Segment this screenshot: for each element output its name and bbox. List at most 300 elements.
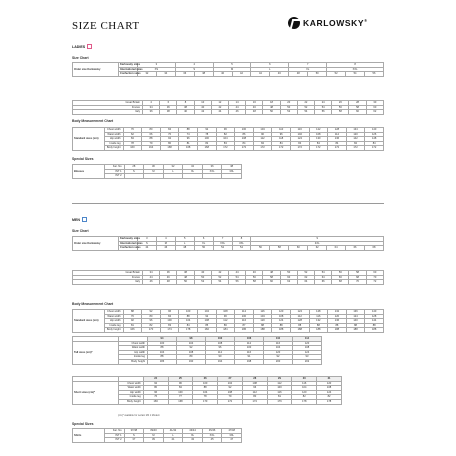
country-size-cell: 34 bbox=[143, 271, 160, 276]
short-size-cell: 92 bbox=[143, 381, 168, 386]
karlowsky-size-cell: 3 bbox=[137, 63, 175, 68]
body-measure-cell: 130 bbox=[309, 137, 328, 142]
short-size-cell: 77 bbox=[168, 395, 193, 400]
ladies-size-table bbox=[72, 62, 384, 77]
country-size-cell: 10 bbox=[194, 101, 211, 106]
karlowsky-size-cell: 5 bbox=[213, 63, 251, 68]
country-size-cell: 40 bbox=[194, 105, 211, 110]
confection-size-cell: 52 bbox=[327, 72, 346, 77]
karlowsky-size-cell: 7 bbox=[289, 63, 327, 68]
tall-size-confection-cell: 114 bbox=[293, 337, 322, 342]
row-label: Kar. No bbox=[105, 429, 125, 434]
country-size-cell: 30 bbox=[366, 101, 383, 106]
body-measure-cell: 96 bbox=[179, 137, 198, 142]
body-measure-cell: 62 bbox=[123, 132, 142, 137]
body-measure-cell: 134 bbox=[346, 128, 365, 133]
short-size-confection-cell: 30 bbox=[292, 377, 317, 382]
special-size-cell: L bbox=[163, 169, 183, 174]
short-size-cell: 82 bbox=[292, 395, 317, 400]
tall-size-cell: 88 bbox=[148, 346, 177, 351]
ladies-size-chart-label: Size Chart bbox=[72, 56, 89, 60]
body-measure-cell: 82 bbox=[142, 323, 161, 328]
row-label: Hip width bbox=[105, 137, 124, 142]
body-measure-cell: 84 bbox=[309, 141, 328, 146]
special-size-cell: 32 bbox=[163, 165, 183, 170]
men-size-chart-label: Size Chart bbox=[72, 229, 89, 233]
special-size-cell: 34 bbox=[183, 165, 203, 170]
tall-size-cell: 108 bbox=[293, 346, 322, 351]
row-label: Italy bbox=[73, 280, 143, 285]
special-size-cell: 43/44 bbox=[183, 429, 203, 434]
body-measure-cell: 88 bbox=[179, 314, 198, 319]
tall-size-cell: 200 bbox=[264, 359, 293, 364]
body-measure-cell: 88 bbox=[309, 323, 328, 328]
tall-size-cell: 89 bbox=[177, 355, 206, 360]
body-measure-cell: 178 bbox=[179, 328, 198, 333]
short-size-cell: 174 bbox=[242, 399, 267, 404]
body-measure-cell: 84 bbox=[346, 141, 365, 146]
ladies-body-measurement-label: Body Measurement Chart bbox=[72, 119, 114, 123]
body-measure-cell: 120 bbox=[272, 310, 291, 315]
body-measure-cell: 136 bbox=[328, 319, 347, 324]
body-measure-cell: 124 bbox=[346, 314, 365, 319]
international-size-cell: 4XL bbox=[251, 241, 384, 246]
country-size-cell: 38 bbox=[177, 105, 194, 110]
ladies-country-table bbox=[72, 100, 384, 115]
country-size-cell: 66 bbox=[332, 275, 349, 280]
confection-size-cell: 46 bbox=[156, 246, 175, 251]
body-measure-cell: 96 bbox=[216, 128, 235, 133]
country-size-cell: 70 bbox=[366, 275, 383, 280]
body-measure-cell: 188 bbox=[346, 328, 365, 333]
body-measure-cell: 168 bbox=[197, 146, 216, 151]
body-measure-cell: 188 bbox=[272, 328, 291, 333]
men-special-table bbox=[72, 428, 242, 443]
body-measure-cell: 79 bbox=[142, 141, 161, 146]
country-size-cell: 60 bbox=[349, 110, 366, 115]
tall-size-cell: 120 bbox=[293, 341, 322, 346]
body-measure-cell: 96 bbox=[216, 314, 235, 319]
row-label: Karlowsky sizes bbox=[120, 63, 141, 67]
tall-size-cell: 186 bbox=[148, 359, 177, 364]
special-size-cell: 3XL bbox=[222, 169, 242, 174]
short-size-confection-cell: 24 bbox=[143, 377, 168, 382]
country-size-cell: 48 bbox=[177, 275, 194, 280]
international-size-cell: XXL bbox=[213, 241, 232, 246]
body-measure-cell: 128 bbox=[328, 128, 347, 133]
short-size-cell: 168 bbox=[168, 399, 193, 404]
special-size-cell: 37/38 bbox=[124, 429, 144, 434]
row-label: INT 1 bbox=[105, 169, 125, 174]
body-measure-cell: 118 bbox=[272, 137, 291, 142]
country-size-cell: 40 bbox=[194, 271, 211, 276]
body-measure-cell: 174 bbox=[160, 328, 179, 333]
country-size-cell: 24 bbox=[315, 101, 332, 106]
body-measure-cell: 86 bbox=[235, 132, 254, 137]
short-size-cell: 100 bbox=[267, 386, 292, 391]
body-measure-cell: 108 bbox=[272, 314, 291, 319]
country-size-cell: 38 bbox=[160, 110, 177, 115]
short-size-cell: 124 bbox=[317, 390, 342, 395]
row-label: Chest width bbox=[119, 341, 148, 346]
body-measure-cell: 132 bbox=[328, 310, 347, 315]
short-size-confection-cell: 31 bbox=[317, 377, 342, 382]
confection-size-cell: 42 bbox=[232, 72, 251, 77]
country-size-cell: 52 bbox=[211, 275, 228, 280]
body-measure-cell: 116 bbox=[290, 128, 309, 133]
country-size-cell: 66 bbox=[315, 280, 332, 285]
country-size-cell: 58 bbox=[332, 110, 349, 115]
tall-size-confection-cell: 110 bbox=[264, 337, 293, 342]
special-size-cell: 39/40 bbox=[144, 429, 164, 434]
row-label: Waist width bbox=[119, 346, 148, 351]
availability-note: (cm)* available for certain M4 1 Modern bbox=[118, 414, 160, 417]
short-size-cell: 78 bbox=[193, 395, 218, 400]
tall-size-cell: 92 bbox=[177, 346, 206, 351]
confection-size-cell: 58 bbox=[270, 246, 289, 251]
confection-size-cell: 68 bbox=[364, 246, 383, 251]
row-label: Great Britain bbox=[73, 101, 143, 106]
body-measure-cell: 88 bbox=[365, 323, 384, 328]
country-size-cell: 48 bbox=[246, 110, 263, 115]
body-measure-cell: 132 bbox=[309, 319, 328, 324]
country-size-cell: 64 bbox=[315, 275, 332, 280]
country-size-cell: 12 bbox=[211, 101, 228, 106]
short-size-cell: 108 bbox=[218, 390, 243, 395]
country-size-cell: 52 bbox=[297, 271, 314, 276]
karlowsky-size-cell: 8 bbox=[327, 63, 384, 68]
row-label: Inside leg bbox=[119, 395, 144, 400]
country-size-cell: 58 bbox=[263, 275, 280, 280]
row-label: Inside leg bbox=[119, 355, 148, 360]
special-size-cell bbox=[144, 174, 164, 179]
country-size-cell: 56 bbox=[229, 280, 246, 285]
body-measure-cell: 92 bbox=[123, 319, 142, 324]
tall-size-cell: 202 bbox=[293, 359, 322, 364]
country-size-cell: 50 bbox=[280, 271, 297, 276]
country-size-cell: 28 bbox=[349, 101, 366, 106]
special-size-cell: 45 bbox=[202, 438, 222, 443]
short-size-cell: 176 bbox=[267, 399, 292, 404]
body-measure-cell: 88 bbox=[123, 310, 142, 315]
body-measure-cell: 184 bbox=[216, 328, 235, 333]
international-size-cell: S bbox=[175, 67, 213, 72]
confection-size-row bbox=[73, 72, 384, 77]
body-measure-cell: 170 bbox=[142, 328, 161, 333]
country-size-cell: 38 bbox=[177, 271, 194, 276]
confection-size-cell: 60 bbox=[289, 246, 308, 251]
short-size-confection-cell: 27 bbox=[218, 377, 243, 382]
country-size-cell: 50 bbox=[263, 110, 280, 115]
short-size-cell: 116 bbox=[267, 390, 292, 395]
tall-size-confection-cell: 98 bbox=[177, 337, 206, 342]
body-measure-cell: 70 bbox=[160, 132, 179, 137]
special-size-cell: 39 bbox=[144, 438, 164, 443]
international-size-cell: XL bbox=[289, 67, 327, 72]
body-measure-cell: 92 bbox=[142, 310, 161, 315]
men-short-table bbox=[72, 376, 342, 405]
body-measure-cell: 120 bbox=[328, 314, 347, 319]
short-size-cell: 108 bbox=[242, 381, 267, 386]
section-divider bbox=[72, 203, 384, 204]
body-measure-cell: 172 bbox=[309, 146, 328, 151]
tall-size-cell: 190 bbox=[177, 359, 206, 364]
country-size-cell: 46 bbox=[246, 271, 263, 276]
tall-size-cell: 96 bbox=[206, 346, 235, 351]
row-label: Hip width bbox=[105, 319, 124, 324]
men-body-table bbox=[72, 309, 384, 333]
body-measure-cell: 172 bbox=[365, 146, 384, 151]
short-size-cell: 172 bbox=[218, 399, 243, 404]
row-label: Waist width bbox=[119, 386, 144, 391]
row-label: Confection sizes bbox=[120, 72, 141, 76]
country-size-cell: 56 bbox=[332, 105, 349, 110]
special-size-cell: 43 bbox=[183, 438, 203, 443]
country-size-row bbox=[73, 280, 384, 285]
body-measure-cell: 96 bbox=[272, 132, 291, 137]
body-measure-cell: 88 bbox=[253, 323, 272, 328]
body-measure-cell: 100 bbox=[235, 314, 254, 319]
confection-size-row bbox=[73, 246, 384, 251]
men-tall-table bbox=[72, 336, 322, 365]
ladies-special-sizes-label: Special Sizes bbox=[72, 157, 94, 161]
confection-size-cell: 38 bbox=[194, 72, 213, 77]
country-size-cell: 46 bbox=[160, 275, 177, 280]
men-body-measurement-label: Body Measurement Chart bbox=[72, 302, 114, 306]
confection-size-cell: 56 bbox=[251, 246, 270, 251]
body-measure-cell: 136 bbox=[328, 137, 347, 142]
country-size-cell: 20 bbox=[280, 101, 297, 106]
short-size-cell: 120 bbox=[292, 390, 317, 395]
body-measure-cell: 84 bbox=[235, 141, 254, 146]
row-label: INT 2 bbox=[105, 438, 125, 443]
page-title: SIZE CHART bbox=[72, 20, 140, 32]
country-size-row bbox=[73, 110, 384, 115]
short-size-cell: 88 bbox=[193, 386, 218, 391]
short-size-cell: 104 bbox=[292, 386, 317, 391]
body-measure-cell: 148 bbox=[365, 137, 384, 142]
country-size-cell: 40 bbox=[177, 110, 194, 115]
international-size-cell: L bbox=[175, 241, 194, 246]
country-size-cell: 54 bbox=[211, 280, 228, 285]
short-size-confection-cell: 25 bbox=[168, 377, 193, 382]
short-size-cell: 112 bbox=[242, 390, 267, 395]
body-measure-cell: 104 bbox=[253, 314, 272, 319]
body-measure-cell: 140 bbox=[346, 319, 365, 324]
short-size-cell: 100 bbox=[168, 390, 193, 395]
body-measure-cell: 100 bbox=[197, 137, 216, 142]
body-measure-cell: 168 bbox=[160, 146, 179, 151]
country-size-cell: 36 bbox=[143, 110, 160, 115]
row-label: Karlowsky sizes bbox=[120, 237, 141, 241]
short-size-cell: 104 bbox=[218, 381, 243, 386]
country-size-cell: 46 bbox=[246, 105, 263, 110]
body-measure-cell: 80 bbox=[142, 314, 161, 319]
row-label: International sizes bbox=[120, 241, 143, 245]
body-measure-cell: 128 bbox=[290, 319, 309, 324]
body-measure-cell: 116 bbox=[235, 319, 254, 324]
country-size-cell: 50 bbox=[177, 280, 194, 285]
short-size-cell: 108 bbox=[317, 386, 342, 391]
confection-size-cell: 48 bbox=[289, 72, 308, 77]
karlowsky-size-cell: 3 bbox=[137, 237, 156, 242]
body-measure-cell: 76 bbox=[123, 314, 142, 319]
karlowsky-size-cell: 4 bbox=[175, 63, 213, 68]
country-size-cell: 48 bbox=[160, 280, 177, 285]
body-measure-cell: 90 bbox=[253, 132, 272, 137]
short-size-cell: 79 bbox=[218, 395, 243, 400]
country-size-cell: 68 bbox=[332, 280, 349, 285]
country-size-cell: 60 bbox=[263, 280, 280, 285]
special-size-label: Blouses bbox=[73, 165, 105, 179]
special-size-cell: 3XL bbox=[222, 433, 242, 438]
karlowsky-size-cell: 4 bbox=[156, 237, 175, 242]
country-size-cell: 22 bbox=[297, 101, 314, 106]
country-size-cell: 52 bbox=[194, 280, 211, 285]
country-size-cell: 58 bbox=[349, 105, 366, 110]
country-size-cell: 42 bbox=[211, 271, 228, 276]
ladies-section-title: LADIES bbox=[72, 44, 92, 49]
country-size-cell: 68 bbox=[349, 275, 366, 280]
body-measure-cell: 172 bbox=[346, 146, 365, 151]
country-size-cell: 52 bbox=[280, 110, 297, 115]
tall-size-cell: 91 bbox=[235, 355, 264, 360]
body-measure-cell: 84 bbox=[179, 323, 198, 328]
tall-size-confection-cell: 102 bbox=[206, 337, 235, 342]
tall-size-cell: 108 bbox=[206, 341, 235, 346]
body-measure-cell: 188 bbox=[253, 328, 272, 333]
confection-size-cell: 54 bbox=[232, 246, 251, 251]
body-measure-cell: 78 bbox=[197, 132, 216, 137]
tall-size-cell: 194 bbox=[206, 359, 235, 364]
body-measure-cell: 114 bbox=[328, 132, 347, 137]
special-size-cell: M bbox=[144, 169, 164, 174]
country-size-cell: 60 bbox=[280, 275, 297, 280]
tall-size-cell: 100 bbox=[235, 346, 264, 351]
karlowsky-size-cell: 9 bbox=[251, 237, 384, 242]
row-label: Body height bbox=[105, 328, 124, 333]
body-measure-cell: 83 bbox=[160, 323, 179, 328]
body-measure-cell: 166 bbox=[123, 328, 142, 333]
country-size-cell: 72 bbox=[366, 280, 383, 285]
body-measure-cell: 84 bbox=[290, 141, 309, 146]
body-measure-cell: 88 bbox=[142, 137, 161, 142]
body-measure-cell: 188 bbox=[328, 328, 347, 333]
short-size-cell: 76 bbox=[143, 395, 168, 400]
body-measure-cell: 112 bbox=[253, 137, 272, 142]
confection-size-cell: 32 bbox=[137, 72, 156, 77]
body-measure-cell: 88 bbox=[328, 323, 347, 328]
body-measure-cell: 172 bbox=[272, 146, 291, 151]
special-size-cell: XL bbox=[183, 433, 203, 438]
body-measure-cell: 100 bbox=[179, 310, 198, 315]
body-measure-cell: 110 bbox=[272, 128, 291, 133]
body-measure-cell: 120 bbox=[253, 319, 272, 324]
short-size-cell: 80 bbox=[143, 386, 168, 391]
body-measure-cell: 172 bbox=[216, 146, 235, 151]
country-size-cell: 54 bbox=[315, 105, 332, 110]
country-size-cell: 48 bbox=[263, 105, 280, 110]
body-measure-cell: 112 bbox=[216, 319, 235, 324]
body-measure-cell: 186 bbox=[235, 328, 254, 333]
short-size-cell: 81 bbox=[267, 395, 292, 400]
special-size-cell: XL bbox=[183, 169, 203, 174]
body-measure-cell: 84 bbox=[253, 141, 272, 146]
tall-size-cell: 104 bbox=[148, 350, 177, 355]
short-size-cell: 178 bbox=[317, 399, 342, 404]
confection-size-cell: 46 bbox=[270, 72, 289, 77]
body-measure-cell: 87 bbox=[235, 323, 254, 328]
body-measure-cell: 74 bbox=[179, 132, 198, 137]
short-size-cell: 80 bbox=[242, 395, 267, 400]
special-size-cell: 36 bbox=[202, 165, 222, 170]
tall-size-confection-cell: 94 bbox=[148, 337, 177, 342]
short-size-cell: 178 bbox=[292, 399, 317, 404]
row-label: Body height bbox=[119, 359, 148, 364]
body-measure-cell: 84 bbox=[365, 141, 384, 146]
special-size-cell bbox=[202, 174, 222, 179]
body-measure-cell: 82 bbox=[216, 132, 235, 137]
country-size-cell: 62 bbox=[280, 280, 297, 285]
tall-size-cell: 120 bbox=[264, 350, 293, 355]
country-size-cell: 54 bbox=[315, 271, 332, 276]
men-country-table bbox=[72, 270, 384, 285]
country-size-cell: 4 bbox=[143, 101, 160, 106]
short-size-cell: 116 bbox=[292, 381, 317, 386]
international-size-cell: XXL bbox=[327, 67, 384, 72]
special-size-cell bbox=[183, 174, 203, 179]
body-measure-cell: 84 bbox=[123, 137, 142, 142]
international-size-cell: 3XL bbox=[232, 241, 251, 246]
body-measure-cell: 78 bbox=[123, 141, 142, 146]
body-measure-cell: 182 bbox=[197, 328, 216, 333]
body-measure-cell: 88 bbox=[272, 323, 291, 328]
country-size-cell: 64 bbox=[297, 280, 314, 285]
brand-logo bbox=[288, 17, 368, 29]
tall-size-cell: 104 bbox=[177, 341, 206, 346]
special-size-cell: 47/48 bbox=[222, 429, 242, 434]
special-size-cell: 47 bbox=[222, 438, 242, 443]
confection-size-cell: 48 bbox=[175, 246, 194, 251]
body-measure-cell: 128 bbox=[309, 310, 328, 315]
row-label: Great Britain bbox=[73, 271, 143, 276]
body-measure-cell: 81 bbox=[123, 323, 142, 328]
order-size-label: Order size Karlowsky bbox=[73, 63, 119, 77]
tall-size-cell: 93 bbox=[293, 355, 322, 360]
body-measure-cell: 96 bbox=[160, 310, 179, 315]
row-label: Body height bbox=[119, 399, 144, 404]
short-size-cell: 170 bbox=[193, 399, 218, 404]
confection-size-cell: 44 bbox=[251, 72, 270, 77]
body-measure-cell: 84 bbox=[160, 314, 179, 319]
confection-size-cell: 50 bbox=[308, 72, 327, 77]
row-label: Hip width bbox=[119, 390, 144, 395]
confection-size-cell: 54 bbox=[346, 72, 365, 77]
international-size-cell: M bbox=[213, 67, 251, 72]
body-measure-cell: 84 bbox=[160, 128, 179, 133]
country-size-cell: 70 bbox=[349, 280, 366, 285]
tall-size-cell: 90 bbox=[206, 355, 235, 360]
short-size-cell: 120 bbox=[317, 381, 342, 386]
tall-size-cell: 124 bbox=[293, 350, 322, 355]
body-measure-row bbox=[73, 146, 384, 151]
tall-size-confection-cell: 106 bbox=[235, 337, 264, 342]
short-size-cell: 104 bbox=[193, 390, 218, 395]
country-size-cell: 46 bbox=[229, 110, 246, 115]
body-measure-cell: 80 bbox=[142, 128, 161, 133]
body-measure-cell: 108 bbox=[216, 310, 235, 315]
short-size-cell: 84 bbox=[168, 386, 193, 391]
